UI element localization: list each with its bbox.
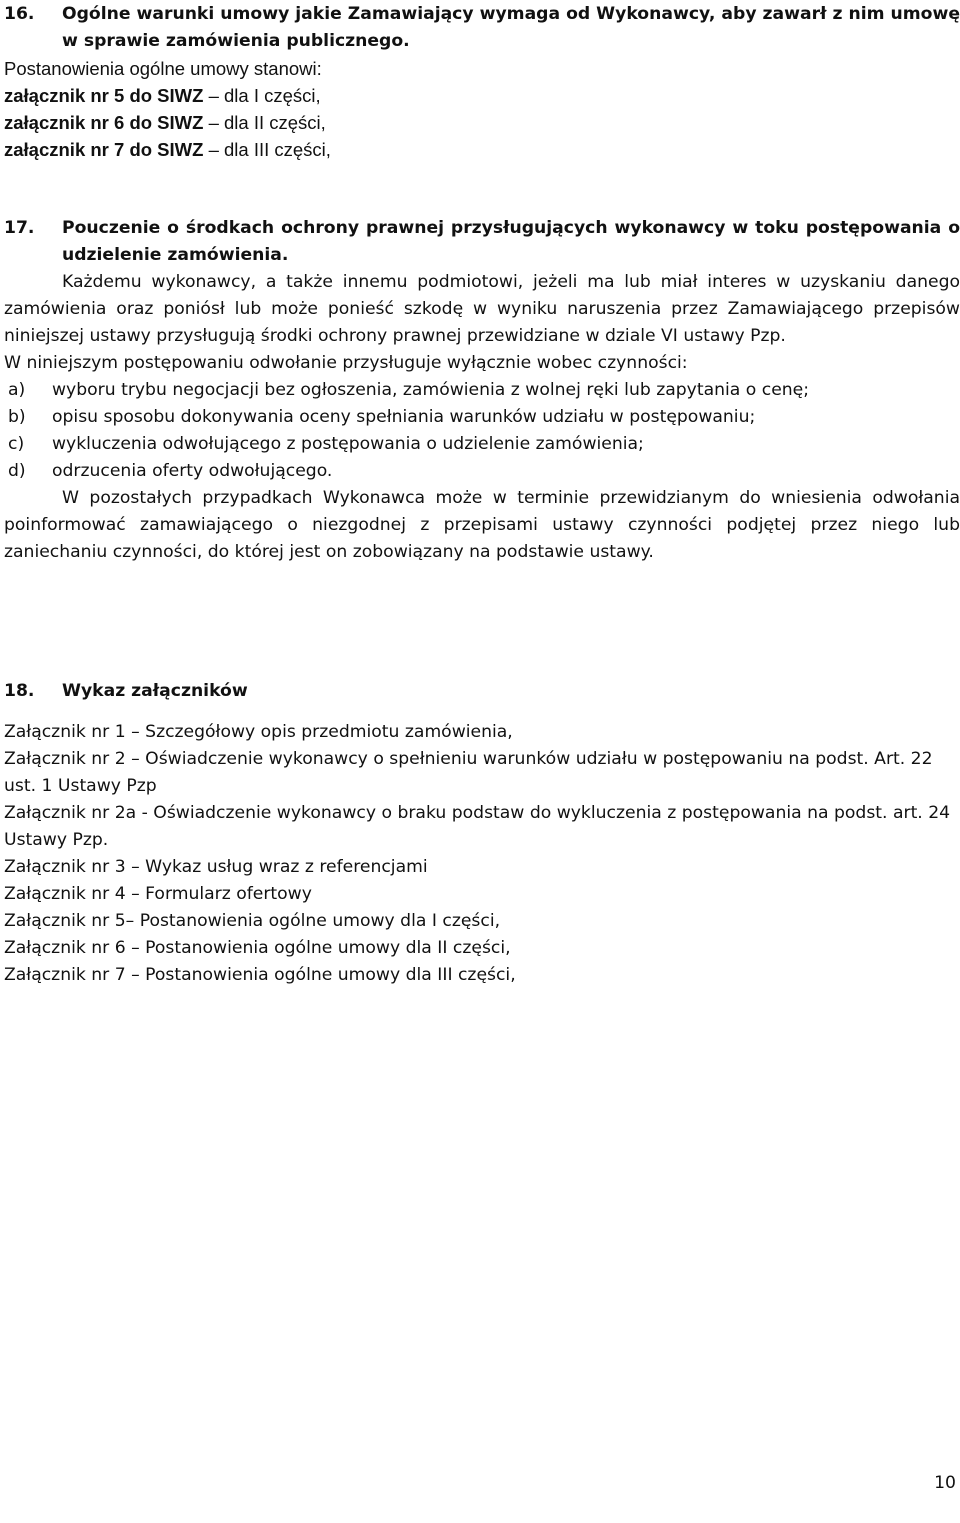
list-item-letter: d) xyxy=(8,461,26,481)
attachment-list-item: Załącznik nr 7 – Postanowienia ogólne umowy dla III części, xyxy=(4,965,516,985)
attachment-list-item: Załącznik nr 4 – Formularz ofertowy xyxy=(4,884,312,904)
section-16-item-rest: – dla II części, xyxy=(203,112,326,133)
list-item-text: wyboru trybu negocjacji bez ogłoszenia, zamówienia z wolnej ręki lub zapytania o cenę; xyxy=(52,380,810,400)
section-17-paragraph-2: W niniejszym postępowaniu odwołanie przysługuje wyłącznie wobec czynności: xyxy=(4,353,688,373)
section-17-number: 17. xyxy=(4,218,35,238)
attachment-list-item: Załącznik nr 1 – Szczegółowy opis przedmiotu zamówienia, xyxy=(4,722,513,742)
attachment-list-item: Załącznik nr 2 – Oświadczenie wykonawcy o spełnieniu warunków udziału w postępowaniu na podst. Art. 22 ust. 1 Ustawy Pzp xyxy=(4,749,933,796)
section-18-title: Wykaz załączników xyxy=(62,681,248,701)
section-16-item xyxy=(4,82,960,109)
list-item-text: opisu sposobu dokonywania oceny spełniania warunków udziału w postępowaniu; xyxy=(52,407,756,427)
section-16-item xyxy=(4,136,960,163)
list-item-letter: b) xyxy=(8,407,26,427)
list-item-letter: a) xyxy=(8,380,26,400)
section-16-item-bold: załącznik nr 5 do SIWZ xyxy=(4,85,204,106)
section-17 xyxy=(4,215,960,566)
attachment-list-item: Załącznik nr 2a - Oświadczenie wykonawcy o braku podstaw do wykluczenia z postępowania na podst. art. 24 Ustawy Pzp. xyxy=(4,803,951,850)
attachment-list-item: Załącznik nr 6 – Postanowienia ogólne umowy dla II części, xyxy=(4,938,511,958)
attachment-list-item: Załącznik nr 3 – Wykaz usług wraz z referencjami xyxy=(4,857,428,877)
page-number: 10 xyxy=(934,1473,956,1493)
section-16-title: Ogólne warunki umowy jakie Zamawiający wymaga od Wykonawcy, aby zawarł z nim umowę w sprawie zamówienia publicznego. xyxy=(62,4,960,51)
section-16-item xyxy=(4,109,960,136)
section-16-heading xyxy=(4,1,960,55)
section-16-number: 16. xyxy=(4,4,35,24)
section-16 xyxy=(4,1,960,163)
section-16-item-bold: załącznik nr 6 do SIWZ xyxy=(4,112,204,133)
attachment-list-item: Załącznik nr 5– Postanowienia ogólne umowy dla I części, xyxy=(4,911,501,931)
list-item-text: odrzucenia oferty odwołującego. xyxy=(52,461,333,481)
section-18-heading xyxy=(4,678,960,705)
section-16-item-rest: – dla III części, xyxy=(203,139,331,160)
list-item-text: wykluczenia odwołującego z postępowania o udzielenie zamówienia; xyxy=(52,434,644,454)
list-item-letter: c) xyxy=(8,434,25,454)
list-item xyxy=(4,458,960,485)
section-18 xyxy=(4,678,960,989)
list-item xyxy=(4,431,960,458)
list-item xyxy=(4,377,960,404)
section-17-heading xyxy=(4,215,960,269)
section-16-item-rest: – dla I części, xyxy=(203,85,321,106)
section-16-item-bold: załącznik nr 7 do SIWZ xyxy=(4,139,204,160)
section-16-intro: Postanowienia ogólne umowy stanowi: xyxy=(4,58,322,79)
section-17-paragraph-3: W pozostałych przypadkach Wykonawca może w terminie przewidzianym do wniesienia odwołania poinformować zamawiającego o niezgodnej z przepisami ustawy czynności podjętej przez niego lub zaniechaniu czynności, do której jest on zobowiązany na podstawie ustawy. xyxy=(4,488,960,562)
list-item xyxy=(4,404,960,431)
section-17-paragraph-1: Każdemu wykonawcy, a także innemu podmiotowi, jeżeli ma lub miał interes w uzyskaniu danego zamówienia oraz poniósł lub może ponieść szkodę w wyniku naruszenia przez Zamawiającego przepisów niniejszej ustawy przysługują środki ochrony prawnej przewidziane w dziale VI ustawy Pzp. xyxy=(4,272,960,346)
section-18-number: 18. xyxy=(4,681,35,701)
section-17-title: Pouczenie o środkach ochrony prawnej przysługujących wykonawcy w toku postępowania o udzielenie zamówienia. xyxy=(62,218,960,265)
